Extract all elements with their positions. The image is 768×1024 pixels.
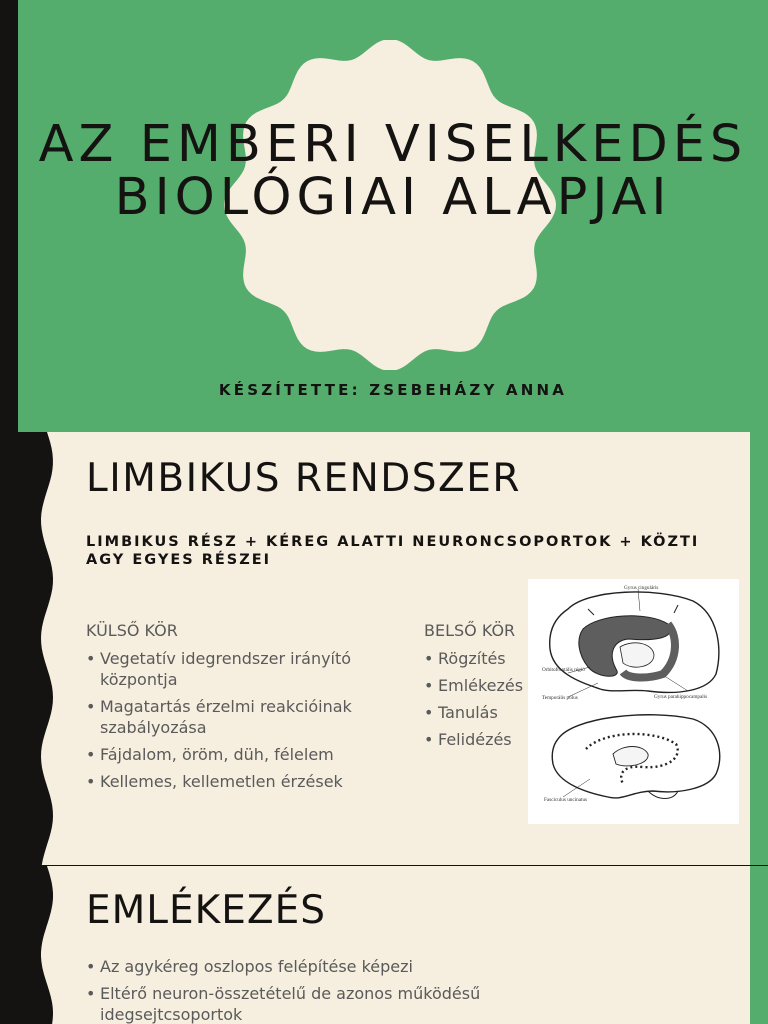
list-item: • Magatartás érzelmi reakcióinak szabályozása [86,696,386,738]
author-line: KÉSZÍTETTE: ZSEBEHÁZY ANNA [218,381,568,399]
upper-brain-drawing [550,589,719,697]
slide-heading: LIMBIKUS RENDSZER [86,456,522,501]
limbic-system-slide [0,432,768,865]
title-slide [0,0,768,432]
label-orbitofrontalis: Orbitofrontális régió [542,667,585,673]
outer-circle-title: KÜLSŐ KÖR [86,621,178,640]
memory-list [86,956,606,1024]
label-fasciculus-uncinatus: Fasciculus uncinatus [544,797,588,803]
lower-brain-drawing [552,715,720,799]
list-item: • Fájdalom, öröm, düh, félelem [86,744,386,765]
limbic-brain-diagram [528,579,739,824]
inner-circle-list [424,648,528,756]
memory-slide [0,866,768,1024]
list-item: • Rögzítés [424,648,528,669]
presentation-title: AZ EMBERI VISELKEDÉS BIOLÓGIAI ALAPJAI [38,115,748,227]
right-green-strip [750,866,768,1024]
list-item: • Kellemes, kellemetlen érzések [86,771,386,792]
inner-circle-title: BELSŐ KÖR [424,621,516,640]
list-item: • Emlékezés [424,675,528,696]
label-gyrus-cingularis: Gyrus cinguláris [624,585,659,591]
list-item: • Felidézés [424,729,528,750]
slide-subheading: LIMBIKUS RÉSZ + KÉREG ALATTI NEURONCSOPORTOK + KÖZTI AGY EGYES RÉSZEI [86,534,700,568]
list-item: • Az agykéreg oszlopos felépítése képezi [86,956,606,977]
left-dark-strip [0,0,18,432]
label-gyrus-parahippocampalis: Gyrus parahippocampalis [654,694,708,700]
list-item: • Tanulás [424,702,528,723]
slide-heading: EMLÉKEZÉS [86,888,326,933]
list-item: • Vegetatív idegrendszer irányító központja [86,648,386,690]
list-item: • Eltérő neuron-összetételű de azonos működésű idegsejtcsoportok [86,983,606,1024]
label-temporalis-polus: Temporális pólus [542,695,578,701]
outer-circle-list [86,648,386,798]
right-green-strip [750,432,768,865]
